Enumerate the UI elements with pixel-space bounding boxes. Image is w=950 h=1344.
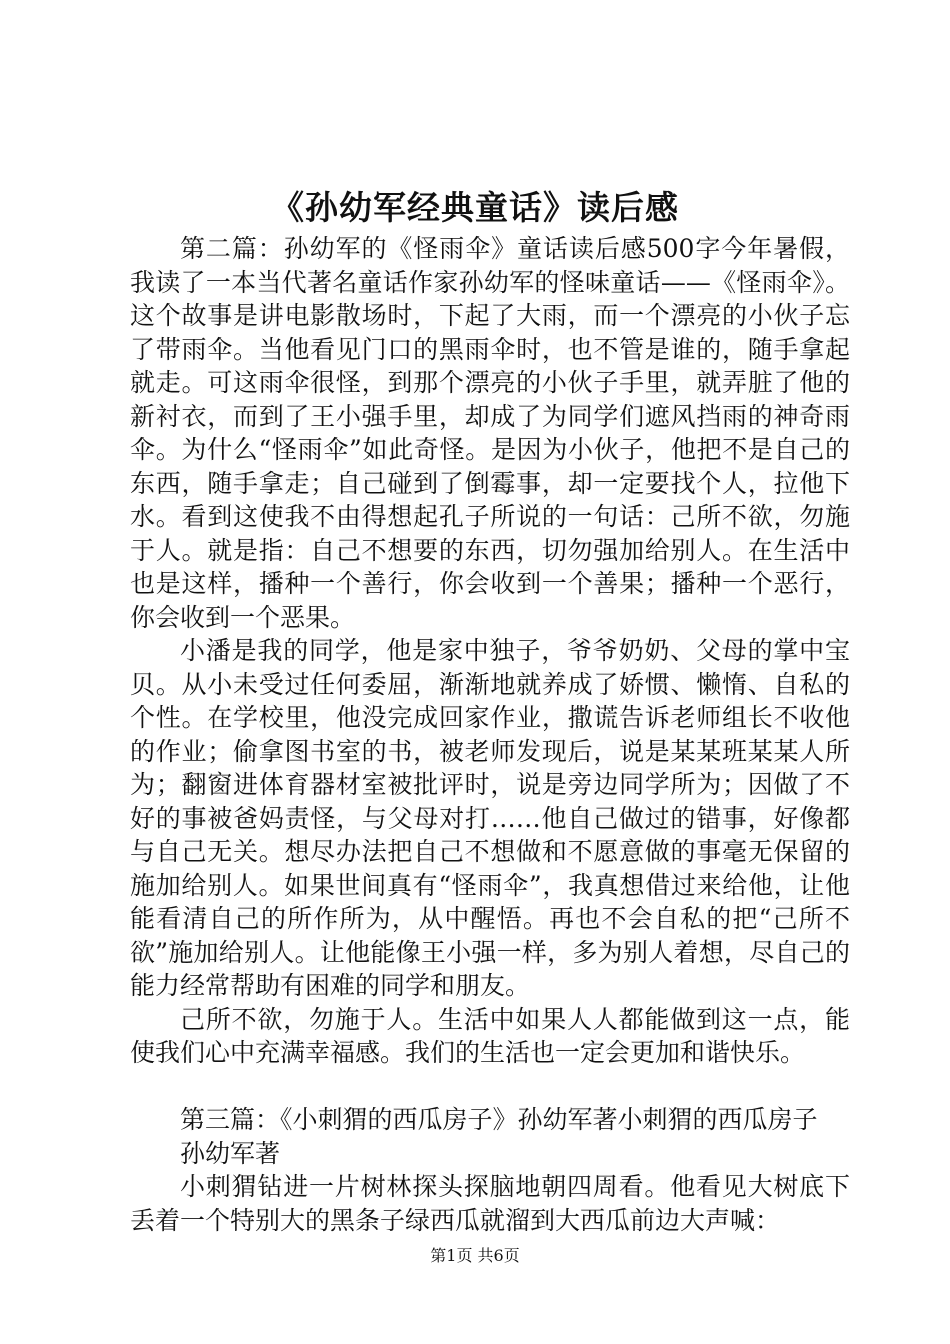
document-body [130, 232, 850, 1237]
paragraph-4: 第三篇：《小刺猬的西瓜房子》孙幼军著小刺猬的西瓜房子 [180, 1105, 818, 1134]
paragraph-gap [130, 1070, 850, 1104]
paragraph-3: 己所不欲，勿施于人。生活中如果人人都能做到这一点，能使我们心中充满幸福感。我们的生活也一定会更加和谐快乐。 [130, 1004, 850, 1067]
paragraph-1: 第二篇：孙幼军的《怪雨伞》童话读后感500字今年暑假，我读了一本当代著名童话作家孙幼军的怪味童话——《怪雨伞》。这个故事是讲电影散场时，下起了大雨，而一个漂亮的小伙子忘了带雨伞。当他看见门口的黑雨伞时，也不管是谁的，随手拿起就走。可这雨伞很怪，到那个漂亮的小伙子手里，就弄脏了他的新衬衣，而到了王小强手里，却成了为同学们遮风挡雨的神奇雨伞。为什么“怪雨伞”如此奇怪。是因为小伙子，他把不是自己的东西，随手拿走；自己碰到了倒霉事，却一定要找个人，拉他下水。看到这使我不由得想起孔子所说的一句话：己所不欲，勿施于人。就是指：自己不想要的东西，切勿强加给别人。在生活中也是这样，播种一个善行，你会收到一个善果；播种一个恶行，你会收到一个恶果。 [130, 234, 850, 632]
paragraph-6: 小刺猬钻进一片树林探头探脑地朝四周看。他看见大树底下丢着一个特别大的黑条子绿西瓜就溜到大西瓜前边大声喊： [130, 1172, 850, 1235]
page-footer: 第1页 共6页 [430, 1246, 520, 1265]
paragraph-2: 小潘是我的同学，他是家中独子，爷爷奶奶、父母的掌中宝贝。从小未受过任何委屈，渐渐地就养成了娇惯、懒惰、自私的个性。在学校里，他没完成回家作业，撒谎告诉老师组长不收他的作业；偷拿图书室的书，被老师发现后，说是某某班某某人所为；翻窗进体育器材室被批评时，说是旁边同学所为；因做了不好的事被爸妈责怪，与父母对打……他自己做过的错事，好像都与自己无关。想尽办法把自己不想做和不愿意做的事毫无保留的施加给别人。如果世间真有“怪雨伞”，我真想借过来给他，让他能看清自己的所作所为，从中醒悟。再也不会自私的把“己所不欲”施加给别人。让他能像王小强一样，多为别人着想，尽自己的能力经常帮助有困难的同学和朋友。 [130, 636, 850, 1000]
paragraph-5: 孙幼军著 [180, 1138, 281, 1168]
document-title: 《孙幼军经典童话》读后感 [271, 188, 679, 227]
